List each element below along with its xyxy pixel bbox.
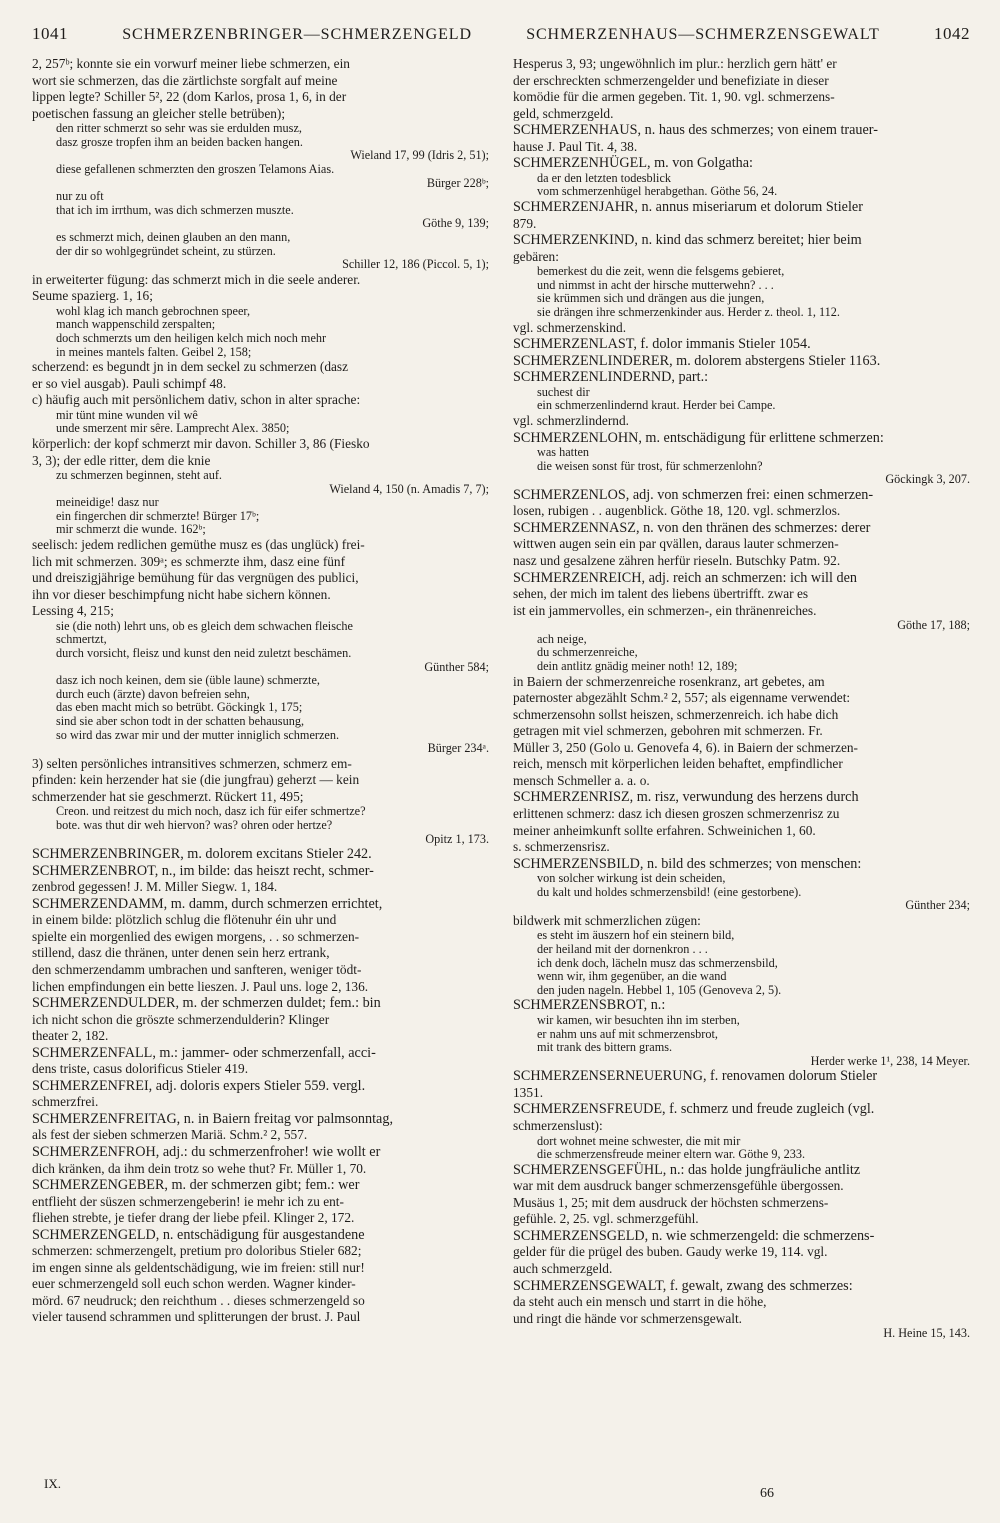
quotation-line: doch schmerzts um den heiligen kelch mich noch mehr: [56, 332, 327, 345]
text-line: auch schmerzgeld.: [513, 1261, 613, 1277]
headword-line: SCHMERZENJAHR, n. annus miseriarum et dolorum Stieler: [513, 199, 863, 216]
quotation-line: that ich im irrthum, was dich schmerzen muszte.: [56, 203, 294, 217]
text-line: bildwerk mit schmerzlichen zügen:: [513, 912, 701, 928]
text-line: s. schmerzensrisz.: [513, 839, 610, 855]
text-line: ist ein jammervolles, ein schmerzen-, ein thränenreiches.: [513, 602, 817, 618]
quotation-line: unde smerzent mir sêre. Lamprecht Alex. 3850;: [56, 422, 290, 436]
headword-line: SCHMERZENGEBER, m. der schmerzen gibt; fem.: wer: [32, 1177, 360, 1194]
headword-line: SCHMERZENKIND, n. kind das schmerz bereitet; hier beim: [513, 232, 862, 249]
text-line: 2, 257ᵇ; konnte sie ein vorwurf meiner liebe schmerzen, ein: [32, 56, 350, 71]
text-line: reich, mensch mit körperlichen leiden behaftet, empfindlicher: [513, 756, 843, 772]
quotation-line: es steht im äuszern hof ein steinern bild,: [537, 929, 735, 943]
quotation-line: und nimmst in acht der hirsche mutterwehn? . . .: [537, 278, 774, 292]
text-line: in einem bilde: plötzlich schlug die flötenuhr éin uhr und: [32, 912, 337, 928]
headword-line: SCHMERZENFROH, adj.: du schmerzenfroher! wie wollt er: [32, 1144, 381, 1161]
citation-source: Schiller 12, 186 (Piccol. 5, 1);: [342, 258, 489, 272]
text-line: mensch Schmeller a. a. o.: [513, 772, 650, 788]
text-line: der erschreckten schmerzengelder und benefiziate in dieser: [513, 72, 829, 88]
quotation-line: ein fingerchen dir schmerzte! Bürger 17ᵇ;: [56, 509, 260, 523]
headword-line: SCHMERZENFREI, adj. doloris expers Stieler 559. vergl.: [32, 1077, 366, 1094]
headword-line: SCHMERZENLOHN, m. entschädigung für erlittene schmerzen:: [513, 429, 884, 446]
text-line: gefühle. 2, 25. vgl. schmerzgefühl.: [513, 1211, 699, 1227]
quotation-line: suchest dir: [537, 385, 590, 399]
text-line: schmerzfrei.: [32, 1094, 99, 1110]
quotation-line: der heiland mit der dornenkron . . .: [537, 943, 708, 957]
text-line: hause J. Paul Tit. 4, 38.: [513, 138, 638, 154]
text-line: lich mit schmerzen. 309ᵃ; es schmerzte ihm, dasz eine fünf: [32, 553, 346, 569]
quotation-line: es schmerzt mich, deinen glauben an den mann,: [56, 230, 291, 244]
text-line: in erweiterter fügung: das schmerzt mich in die seele anderer.: [32, 271, 361, 287]
headword-line: SCHMERZENBROT, n., im bilde: das heiszt recht, schmer-: [32, 862, 374, 879]
text-line: 3) selten persönliches intransitives schmerzen, schmerz em-: [32, 755, 352, 771]
text-line: schmerzenslust):: [513, 1118, 603, 1133]
text-line: gebären:: [513, 248, 559, 264]
headword-line: SCHMERZENSGEWALT, f. gewalt, zwang des schmerzes:: [513, 1277, 853, 1294]
text-line: vieler tausend schrammen und splitterungen der brust. J. Paul: [32, 1309, 361, 1325]
citation-source: Göthe 9, 139;: [422, 217, 489, 231]
running-header: [32, 24, 970, 54]
page-number: 66: [760, 1486, 774, 1501]
quotation-line: dasz ich noch keinen, dem sie (üble laune) schmerzte,: [56, 674, 320, 688]
text-line: Seume spazierg. 1, 16;: [32, 288, 153, 304]
quotation-line: das eben macht mich so betrübt. Göckingk 1, 175;: [56, 701, 303, 715]
quotation-line: nur zu oft: [56, 190, 104, 204]
left-column: [32, 56, 489, 1341]
quotation-line: den ritter schmerzt so sehr was sie erdulden musz,: [56, 122, 302, 136]
text-line: fliehen strebte, je tiefer drang der liebe pfeil. Klinger 2, 172.: [32, 1210, 355, 1226]
text-line: da steht auch ein mensch und starrt in die höhe,: [513, 1294, 767, 1310]
quotation-line: ein schmerzenlindernd kraut. Herder bei Campe.: [537, 399, 776, 413]
quotation-line: wir kamen, wir besuchten ihn im sterben,: [537, 1013, 740, 1027]
text-line: seelisch: jedem redlichen gemüthe musz es (das unglück) frei-: [32, 537, 365, 553]
headword-line: SCHMERZENGELD, n. entschädigung für ausgestandene: [32, 1226, 365, 1243]
text-line: meiner anheimkunft sollte erfahren. Schweinichen 1, 60.: [513, 822, 816, 838]
quotation-line: schmertzt,: [56, 633, 107, 647]
quotation-line: manch wappenschild zerspalten;: [56, 318, 216, 332]
headword-line: SCHMERZENSBILD, n. bild des schmerzes; von menschen:: [513, 855, 862, 872]
text-line: als fest der sieben schmerzen Mariä. Schm.² 2, 557.: [32, 1127, 308, 1143]
quotation-line: wohl klag ich manch gebrochnen speer,: [56, 304, 251, 318]
quotation-line: den juden nageln. Hebbel 1, 105 (Genoveva 2, 5).: [537, 983, 782, 997]
text-line: Lessing 4, 215;: [32, 603, 114, 619]
right-column: [513, 56, 970, 1341]
text-line: lichen empfindungen ein bette lieszen. J. Paul uns. loge 2, 136.: [32, 978, 369, 994]
text-line: schmerzensohn sollst heiszen, schmerzenreich. ich habe dich: [513, 706, 839, 722]
headword-line: SCHMERZENDULDER, m. der schmerzen duldet; fem.: bin: [32, 995, 381, 1012]
citation-source: H. Heine 15, 143.: [883, 1327, 970, 1341]
text-line: wort sie schmerzen, das die zärtlichste sorgfalt auf meine: [32, 72, 338, 88]
text-line: sehen, der mich im talent des liebens übertrifft. zwar es: [513, 586, 809, 602]
headword-line: SCHMERZENHÜGEL, m. von Golgatha:: [513, 155, 753, 172]
text-line: schmerzender hat sie geschmerzt. Rückert 11, 495;: [32, 788, 304, 804]
quotation-line: mir tünt mine wunden vil wê: [56, 408, 198, 422]
text-line: Müller 3, 250 (Golo u. Genovefa 4, 6). in Baiern der schmerzen-: [513, 739, 858, 755]
text-line: scherzend: es begundt jn in dem seckel zu schmerzen (dasz: [32, 359, 349, 375]
text-line: war mit dem ausdruck banger schmerzensgefühle übergossen.: [513, 1178, 844, 1194]
text-line: wittwen augen sein ein par qvällen, daraus lauter schmerzen-: [513, 536, 839, 552]
headword-line: SCHMERZENSERNEUERUNG, f. renovamen dolorum Stieler: [513, 1068, 878, 1085]
text-line: poetischen fassung an gleicher stelle betrüben);: [32, 105, 286, 121]
headword-line: SCHMERZENSBROT, n.:: [513, 997, 666, 1014]
quotation-line: sie krümmen sich und drängen aus die jungen,: [537, 292, 765, 306]
text-line: körperlich: der kopf schmerzt mir davon. Schiller 3, 86 (Fiesko: [32, 436, 370, 452]
text-line: vgl. schmerzenskind.: [513, 319, 627, 335]
text-line: im engen sinne als geldentschädigung, wie im freien: still nur!: [32, 1259, 365, 1275]
text-line: 1351.: [513, 1084, 544, 1100]
text-line: stillend, dasz die thränen, unter denen sein herz ertrank,: [32, 945, 330, 961]
quotation-line: du schmerzenreiche,: [537, 646, 638, 660]
text-columns: [32, 56, 970, 1341]
citation-source: Wieland 4, 150 (n. Amadis 7, 7);: [329, 482, 489, 496]
citation-source: Göthe 17, 188;: [897, 619, 970, 633]
citation-source: Bürger 228ᵇ;: [426, 176, 489, 190]
text-line: ihn vor dieser beschimpfung nicht habe sichern können.: [32, 586, 331, 602]
quotation-line: bemerkest du die zeit, wenn die felsgems gebieret,: [537, 265, 785, 279]
text-line: schmerzen: schmerzengelt, pretium pro doloribus Stieler 682;: [32, 1243, 362, 1259]
headword-line: SCHMERZENFREITAG, n. in Baiern freitag vor palmsonntag,: [32, 1110, 393, 1127]
text-line: pfinden: kein herzender hat sie (die jungfrau) geherzt — kein: [32, 772, 360, 788]
text-line: lippen legte? Schiller 5², 22 (dom Karlos, prosa 1, 6, in der: [32, 89, 347, 105]
headword-line: SCHMERZENHAUS, n. haus des schmerzes; von einem trauer-: [513, 122, 878, 139]
quotation-line: diese gefallenen schmerzten den groszen Telamons Aias.: [56, 162, 335, 176]
text-line: er so viel ausgab). Pauli schimpf 48.: [32, 375, 227, 391]
text-line: zenbrod gegessen! J. M. Miller Siegw. 1, 184.: [32, 879, 278, 895]
quotation-line: die weisen sonst für trost, für schmerzenlohn?: [537, 459, 763, 473]
text-line: getragen mit viel schmerzen, gebohren mit schmerzen. Fr.: [513, 723, 823, 739]
text-line: spielte ein morgenlied des ewigen morgens, . . so schmerzen-: [32, 928, 360, 944]
text-line: paternoster abgezählt Schm.² 2, 557; als eigenname verwendet:: [513, 690, 851, 706]
quotation-line: vom schmerzenhügel herabgethan. Göthe 56, 24.: [537, 185, 778, 199]
quotation-line: bote. was thut dir weh hiervon? was? ohren oder hertze?: [56, 818, 333, 832]
text-line: euer schmerzengeld soll euch schon werden. Wagner kinder-: [32, 1276, 356, 1292]
headword-line: SCHMERZENLAST, f. dolor immanis Stieler 1054.: [513, 336, 811, 353]
right-running-title: SCHMERZENHAUS—SCHMERZENSGEWALT: [526, 26, 880, 43]
quotation-line: ach neige,: [537, 632, 587, 646]
text-line: und ringt die hände vor schmerzensgewalt.: [513, 1310, 742, 1326]
text-line: 879.: [513, 215, 537, 231]
quotation-line: die schmerzensfreude meiner eltern war. Göthe 9, 233.: [537, 1148, 806, 1162]
headword-line: SCHMERZENLINDERER, m. dolorem abstergens Stieler 1163.: [513, 352, 881, 369]
text-line: nasz und gesalzene zähren herfür rieseln. Butschky Patm. 92.: [513, 553, 841, 569]
citation-source: Opitz 1, 173.: [425, 832, 489, 846]
signature-mark: IX.: [44, 1476, 61, 1491]
text-line: in Baiern der schmerzenreiche rosenkranz, art gebetes, am: [513, 673, 825, 689]
headword-line: SCHMERZENLOS, adj. von schmerzen frei: einen schmerzen-: [513, 486, 874, 503]
quotation-line: der dir so wohlgegründet scheint, zu stürzen.: [56, 244, 276, 258]
citation-source: Bürger 234ᵃ.: [427, 742, 489, 756]
quotation-line: sie (die noth) lehrt uns, ob es gleich dem schwachen fleische: [56, 619, 353, 633]
citation-source: Herder werke 1¹, 238, 14 Meyer.: [810, 1054, 970, 1068]
quotation-line: da er den letzten todesblick: [537, 171, 672, 185]
quotation-line: dein antlitz gnädig meiner noth! 12, 189;: [537, 659, 738, 673]
text-line: Musäus 1, 25; mit dem ausdruck der höchsten schmerzens-: [513, 1194, 829, 1210]
quotation-line: durch euch (ärzte) davon befreien sehn,: [56, 687, 250, 701]
text-line: komödie für die armen gegeben. Tit. 1, 90. vgl. schmerzens-: [513, 89, 835, 105]
text-line: und dreiszigjährige bemühung für das vergnügen des publici,: [32, 570, 359, 586]
quotation-line: von solcher wirkung ist dein scheiden,: [537, 872, 726, 886]
citation-source: Göckingk 3, 207.: [885, 473, 970, 487]
text-line: den schmerzendamm umbrachen und sanfteren, weniger tödt-: [32, 962, 362, 977]
quotation-line: mir schmerzt die wunde. 162ᵇ;: [56, 523, 206, 537]
citation-source: Günther 234;: [905, 899, 970, 913]
headword-line: SCHMERZENSGELD, n. wie schmerzengeld: die schmerzens-: [513, 1227, 875, 1244]
text-line: geld, schmerzgeld.: [513, 105, 614, 121]
quotation-line: dasz grosze tropfen ihm an beiden backen hangen.: [56, 135, 303, 149]
text-line: mörd. 67 neudruck; den reichthum . . dieses schmerzengeld so: [32, 1292, 365, 1308]
headword-line: SCHMERZENDAMM, m. damm, durch schmerzen errichtet,: [32, 895, 383, 912]
text-line: gelder für die prügel des buben. Gaudy werke 19, 114. vgl.: [513, 1244, 828, 1260]
quotation-line: durch vorsicht, fleisz und kunst den neid zuletzt beschämen.: [56, 647, 352, 660]
text-line: entflieht der süszen schmerzengeberin! ie mehr ich zu ent-: [32, 1193, 344, 1209]
quotation-line: was hatten: [537, 446, 590, 460]
citation-source: Günther 584;: [424, 660, 489, 674]
headword-line: SCHMERZENLINDERND, part.:: [513, 369, 709, 386]
quotation-line: zu schmerzen beginnen, steht auf.: [56, 469, 222, 483]
quotation-line: in meines mantels falten. Geibel 2, 158;: [56, 345, 252, 359]
quotation-line: dort wohnet meine schwester, die mit mir: [537, 1134, 741, 1148]
headword-line: SCHMERZENSGEFÜHL, n.: das holde jungfräuliche antlitz: [513, 1161, 861, 1178]
quotation-line: Creon. und reitzest du mich noch, dasz ich für eifer schmertze?: [56, 805, 366, 819]
citation-source: Wieland 17, 99 (Idris 2, 51);: [350, 149, 489, 163]
text-line: theater 2, 182.: [32, 1028, 109, 1044]
quotation-line: mit trank des bittern grams.: [537, 1041, 673, 1055]
text-line: dich kränken, da ihm dein trotz so wehe thut? Fr. Müller 1, 70.: [32, 1160, 367, 1176]
headword-line: SCHMERZENRISZ, m. risz, verwundung des herzens durch: [513, 789, 859, 806]
headword-line: SCHMERZENFALL, m.: jammer- oder schmerzenfall, acci-: [32, 1044, 376, 1061]
quotation-line: ich denk doch, lächeln musz das schmerzensbild,: [537, 956, 778, 970]
left-running-title: SCHMERZENBRINGER—SCHMERZENGELD: [122, 26, 472, 43]
headword-line: SCHMERZENREICH, adj. reich an schmerzen: ich will den: [513, 569, 857, 586]
quotation-line: er nahm uns auf mit schmerzensbrot,: [537, 1027, 718, 1041]
quotation-line: meineidige! dasz nur: [56, 496, 159, 510]
quotation-line: du kalt und holdes schmerzensbild! (eine gestorbene).: [537, 885, 802, 899]
headword-line: SCHMERZENNASZ, n. von den thränen des schmerzes: derer: [513, 519, 871, 536]
left-column-number: 1041: [32, 24, 68, 43]
headword-line: SCHMERZENBRINGER, m. dolorem excitans Stieler 242.: [32, 846, 372, 863]
text-line: vgl. schmerzlindernd.: [513, 412, 629, 428]
text-line: dens triste, casus dolorificus Stieler 419.: [32, 1061, 249, 1077]
quotation-line: sind sie aber schon todt in der schatten behausung,: [56, 714, 305, 728]
headword-line: SCHMERZENSFREUDE, f. schmerz und freude zugleich (vgl.: [513, 1101, 875, 1118]
text-line: ich nicht schon die gröszte schmerzendulderin? Klinger: [32, 1011, 330, 1027]
right-column-number: 1042: [933, 24, 970, 43]
text-line: c) häufig auch mit persönlichem dativ, schon in alter sprache:: [32, 392, 361, 408]
text-line: losen, rubigen . . augenblick. Göthe 18, 120. vgl. schmerzlos.: [513, 503, 841, 519]
text-line: erlittenen schmerz: dasz ich diesen groszen schmerzenrisz zu: [513, 805, 840, 821]
quotation-line: so wird das zwar mir und der mutter inniglich schmerzen.: [56, 728, 340, 742]
quotation-line: sie drängen ihre schmerzenkinder aus. Herder z. theol. 1, 112.: [537, 305, 840, 319]
quotation-line: wenn wir, ihm gegenüber, an die wand: [537, 970, 727, 984]
text-line: 3, 3); der edle ritter, dem die knie: [32, 452, 211, 468]
text-line: Hesperus 3, 93; ungewöhnlich im plur.: herzlich gern hätt' er: [513, 56, 837, 71]
